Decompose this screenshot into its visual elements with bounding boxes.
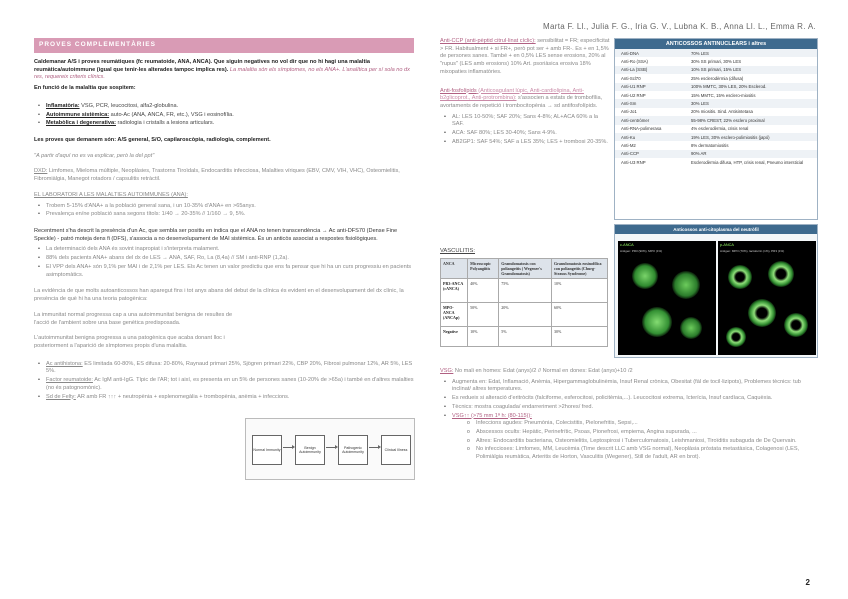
neutrophil-cell bbox=[632, 263, 658, 289]
final-item: • Sd de Felty: AR amb FR ↑↑↑ + neutropènia + esplenomegàlia + trombopènia, anèmia + infeccions. bbox=[34, 394, 414, 402]
vsg-paragraph: VSG: No mali en homes: Edat (anys)/2 // Normal en dones: Edat (anys)+10 /2 bbox=[440, 368, 633, 374]
ana-rows bbox=[615, 49, 817, 166]
flow-arrow-icon bbox=[283, 447, 293, 448]
table-row bbox=[615, 141, 817, 149]
antibody-name: Anti-Jo1 bbox=[621, 109, 637, 115]
afl-item: • AB2GP1: SAF 54%; SAF a LES 35%; LES + trombosi 20-35%. bbox=[440, 139, 610, 147]
final-item: • Ac antihistona: ES limitada 60-80%, ES difusa: 20-80%, Raynaud primari 25%, Sjögren primari 22%, CBP 20%, Fibrosi pulmonar 12%, AR 5%, LES 5%. bbox=[34, 361, 414, 376]
antibody-name: Anti-RNA-polimerasa bbox=[621, 126, 662, 132]
afl-item: • ACA: SAF 80%; LES 30-40%; Sans 4-9%. bbox=[440, 130, 610, 138]
vsg-up-subitem: o Altres: Endocarditis bacteriana, Osteomielitis, Leptospirosi i Tuberculomatosis, Leishmaniosi, Tiroïditis subaguda de De Quervain. bbox=[464, 438, 818, 446]
antibody-name: Anti-centròmer bbox=[621, 117, 650, 123]
table-row bbox=[615, 83, 817, 91]
neutrophil-cell bbox=[642, 307, 672, 337]
suspect-item: • Autoimmune sistèmica: auto-Ac (ANA, ANCA, FR, etc.), VSG i eosinofília. bbox=[34, 112, 414, 120]
lab-item: • Trobem 5-15% d'ANA+ a la població general sana, i un 10-35% d'ANA+ en >65anys. bbox=[34, 203, 414, 211]
evidence-text: La evidència de que molts autoanticossos han aparegut fins i tot anys abans del debut de la clínica és evident en el desenvolupament del dx clínic, la presència de què hi ha una teoria patogènica: bbox=[34, 288, 404, 303]
antibody-name: Anti-U3 RNP bbox=[621, 159, 646, 165]
antibody-association: 70% LES bbox=[691, 50, 709, 56]
flow-box-normal: Normal Immunity bbox=[252, 435, 282, 465]
autoimmunity-text: L'autoimmunitat benigna progressa a una patogènica que acaba donant lloc i posteriorment a l'aparició de símptomes propis d'una malaltia. bbox=[34, 335, 225, 349]
table-row bbox=[615, 116, 817, 124]
antibody-association: Esclerodèrmia difusa, HTP, crisis renal, Pneumo intersticial bbox=[691, 159, 804, 165]
antibody-association: 30% LES bbox=[691, 101, 709, 107]
order-text: Les proves que demanem són: A/S general, S/O, capilaroscòpia, radiologia, complement. bbox=[34, 137, 271, 143]
afl-item: • AL: LES 10-50%; SAF 20%; Sans 4-8%; AL+ACA 60% a la SAF. bbox=[440, 114, 610, 129]
vsg-section bbox=[440, 368, 818, 466]
table-row bbox=[615, 150, 817, 158]
vsg-up-subitem: o Infeccions agudes: Pneumònia, Colecistitis, Pielonefritis, Sepsi,... bbox=[464, 420, 818, 428]
flow-box-benign: Benign Autoimmunity bbox=[295, 435, 325, 465]
table-row: Negative 10% 5% 30% bbox=[441, 327, 608, 347]
antibody-name: Anti-Ro (SSA) bbox=[621, 59, 648, 65]
vsg-up-subitem: o No infeccioses: Limfomes, MM, Leucèmia (Time descrit LLC amb VSG normal), Neoplàsia pròstata metastàsica, Colagenosi (LES, Polimiàlgia reumàtica, Arteritis de Horton, Vasculitis (Wegener), Still de l'adult, AR en brot). bbox=[464, 446, 818, 461]
antibody-name: Anti-Sm bbox=[621, 101, 637, 107]
antibody-name: Anti-U2 RNP bbox=[621, 92, 646, 98]
flow-box-pathogenic: Pathogenic Autoimmunity bbox=[338, 435, 368, 465]
antibody-name: Anti-DNA bbox=[621, 50, 639, 56]
table-row: PR3-ANCA (cANCA) 40% 75% 10% bbox=[441, 279, 608, 303]
table-row bbox=[615, 74, 817, 82]
neutrophil-cell bbox=[680, 317, 702, 339]
ddx-paragraph: DXD: Limfomes, Mieloma múltiple, Neoplàsies, Trastorns Tiroïdals, Endocarditis infecciosa, Malalties víriques (EBV, CMV, VIH, VHC), Osteomielitis, Fibromiàlgia, Manegot rotadors / capsulitis retràctil. bbox=[34, 168, 400, 183]
afl-paragraph: Anti-fosfolípids (Anticoagulant lúpic, Anti-cardiolipina, Anti-b2glicoprot., Anti-protrombina): s'associen a estats de trombofília, avortaments de repetició i trombocitopènia → sd antifosfolípids. bbox=[440, 87, 603, 110]
antibody-name: Anti-Scl70 bbox=[621, 75, 641, 81]
left-column bbox=[34, 38, 414, 405]
intro-italic: La malaltia són els símptomes, no els ANA+. L'analítica per sí sola no dx res, requereix criteris clínics. bbox=[34, 66, 410, 81]
function-label: En funció de la malaltia que sospitem: bbox=[34, 85, 136, 92]
antibody-association: 100% MMTC, 30% LES, 20% Esclerod. bbox=[691, 84, 767, 90]
ana-panel-title: ANTICOSSOS ANTINUCLEARS i altres bbox=[615, 39, 817, 49]
vsg-up-subitem: o Abscessos ocults: Hepàtic, Perinefrític, Psoas, Pionefrosi, empiema, Angina supurada, ... bbox=[464, 429, 818, 437]
det-item: • La determinació dels ANA és sovint inapropiat i s'interpreta malament. bbox=[34, 246, 414, 254]
vsg-item: • Tècnics: mostra coagulada/ endarreriment >2hores/ fred. bbox=[440, 404, 818, 412]
neutrophil-cell bbox=[748, 299, 776, 327]
vsg-item: • Augmenta en: Edat, Inflamació, Anèmia, Hipergammaglobulinèmia, Insuf Renal crònica, Obesitat (fàl de tocil·lizipots), Problemes tècnics: tub inclinat/ altres temperatures. bbox=[440, 379, 818, 394]
antibody-association: 4% esclerodèrmia, crisis renal bbox=[691, 126, 749, 132]
vsg-list bbox=[440, 379, 818, 462]
neutrophil-cell bbox=[672, 271, 700, 299]
vsg-up-item: • VSG↑↑ (>75 mm 1ª h: (80-115)): o Infeccions agudes: Pneumònia, Colecistitis, Pielonefritis, Sepsi,... o Abscessos ocults: Hepàtic, Perinefrític, Psoas, Pionefrosi, empiema, Angina supurada, ... o Altres: Endocarditis bacteriana, Osteomielitis, Leptospirosi i Tuberculomatosis, Leishmaniosi, Tiroïditis subaguda de De Quervain. o No infeccioses: Limfomes, MM, Leucèmia (Time descrit LLC amb VSG normal), Neoplàsia pròstata metastàsica, Colagenosi (LES, Polimiàlgia reumàtica, Arteritis de Horton, Vasculitis (Wegener), Still de l'adult, AR en brot). bbox=[440, 413, 818, 462]
table-row bbox=[615, 108, 817, 116]
authors-header: Marta F. Ll., Julia F. G., Iria G. V., Lubna K. B., Anna Ll. L., Emma R. A. bbox=[543, 22, 816, 31]
table-row bbox=[615, 99, 817, 107]
neutrophil-cell bbox=[784, 313, 808, 337]
table-row bbox=[615, 49, 817, 57]
det-item: • 88% dels pacients ANA+ abans del dx de LES → ANA, SAF, Ro, La (8,4a) // SM i anti-RNP (1,2a). bbox=[34, 255, 414, 263]
lab-title: EL LABORATORI A LES MALALTIES AUTOIMMUNES (ANA): bbox=[34, 191, 188, 198]
recent-text: Recentment s'ha descrit la presència d'un Ac, que sembla ser positiu en indica que el ANA no tenen transcendència → Ac anti-DFS70 (Dense Fine Speckle) - patró moteja dens fi (DFS), s'associa a no desenvolupament de MAI sistèmica. És un anticòs associat a respostes fisiològiques. bbox=[34, 228, 398, 242]
final-item: • Factor reumatoide: Ac IgM anti-IgG. Típic de l'AR; tot i així, es presenta en un 5% de persones sanes (10-20% de >65a) i també en d'altres malalties (no és patognomònic). bbox=[34, 377, 414, 392]
immunity-text: La immunitat normal progressa cap a una autoimmunitat benigna de resultes de l'acció de l'ambient sobre una base genètica predisposada. bbox=[34, 311, 233, 326]
determination-list bbox=[34, 246, 414, 279]
antibody-name: Anti-U1 RNP bbox=[621, 84, 646, 90]
table-row bbox=[615, 57, 817, 65]
flow-arrow-icon bbox=[369, 447, 379, 448]
page-number: 2 bbox=[805, 578, 810, 587]
lab-list bbox=[34, 203, 414, 219]
quote: "A partir d'aquí no es va explicar, però la del ppt" bbox=[34, 152, 155, 159]
lab-item: • Prevalença en/ne població sana segons títols: 1/40 → 20-35% // 1/160 → 9, 5%. bbox=[34, 211, 414, 219]
table-row bbox=[615, 66, 817, 74]
antibody-name: Anti-Ku bbox=[621, 134, 636, 140]
table-row bbox=[615, 125, 817, 133]
flow-box-clinical: Clinical Illness bbox=[381, 435, 411, 465]
if-panel-title: Anticossos anti-citoplasma del neutròfil bbox=[615, 225, 817, 234]
table-row: MPO-ANCA (ANCAp) 50% 20% 60% bbox=[441, 303, 608, 327]
p-anca-image bbox=[718, 241, 816, 355]
antibody-association: 90% AR bbox=[691, 151, 707, 157]
vsg-up-sublist bbox=[464, 420, 818, 462]
antibody-name: Anti-CCP bbox=[621, 151, 639, 157]
final-list bbox=[34, 361, 414, 402]
accp-paragraph: Anti-CCP (anti-pèptid citrul·linat cíclic): sensibilitat = FR; especificitat > FR. Habitualment + si FR+, però pot ser + amb FR-. Es + en 1,5% de persones sanes. També + en 0,5% LES sense erosions, 20% al "rupus" (LES amb erosions) 10% Art. psoriàsica erosiva 18% mixopaties inflamatòries. bbox=[440, 38, 610, 75]
c-anca-sub: Antigen: PR3 (90%), MPO (1%) bbox=[620, 249, 663, 253]
antibody-association: 30% SS primari, 30% LES bbox=[691, 59, 742, 65]
antibody-name: Anti-La (SSB) bbox=[621, 67, 648, 73]
intro-bold: Caldemanar A/S i proves reumàtiques (fc reumatoide, ANA, ANCA). Que siguin negatives no vol dir que no hi hagi una malaltia reumàtica/autoimmune (igual que tenir-les alterades tampoc implica res). bbox=[34, 58, 370, 73]
antibody-association: 10% SS primari, 15% LES bbox=[691, 67, 742, 73]
vsg-item: • Es redueix si alteració d'eritròcits (falciforme, esferocitosi, policitèmia,...). Leucocitosi extrema, Icterícia, Insuf cardíaca, Caquèxia. bbox=[440, 395, 818, 403]
afl-list bbox=[440, 114, 610, 147]
ana-antibodies-panel bbox=[614, 38, 818, 220]
table-row bbox=[615, 158, 817, 166]
antibody-association: 55-98% CREST, 22% esclero proximal bbox=[691, 117, 765, 123]
table-row bbox=[615, 91, 817, 99]
neutrophil-cell bbox=[728, 265, 752, 289]
p-anca-sub: Antigen: MPO (70%), lactoferrin (1%), PR3 (1%) bbox=[720, 249, 785, 253]
anca-table bbox=[440, 258, 608, 347]
det-item: • El VPP dels ANA+ són 9,1% per MAI i de 2,1% per LES. Els Ac tenen un valor predictiu que ens fa pensar que hi ha un curs progressiu en pacients asimptomàtics. bbox=[34, 264, 414, 279]
suspect-list bbox=[34, 103, 414, 128]
p-anca-label: p-ANCA bbox=[720, 243, 734, 247]
antibody-association: 19% LES, 30% esclero-polimiositis (japó) bbox=[691, 134, 770, 140]
antibody-association: 20% miositis. Sind. Antisintetasa bbox=[691, 109, 753, 115]
table-row bbox=[615, 133, 817, 141]
anca-table-header: ANCA Microscopic Polyangiitis Granulomatosis con poliangeítis ( Wegener's Granulomatosis) Granulomatosis eosinofílica con poliangeítis (Churg-Strauss Syndrome) bbox=[441, 259, 608, 279]
antibody-association: 15% MMTC, 15% esclero-miositis bbox=[691, 92, 756, 98]
vasculitis-title: VASCULITIS: bbox=[440, 248, 476, 254]
neutrophil-cell bbox=[726, 327, 746, 347]
c-anca-label: c-ANCA bbox=[620, 243, 634, 247]
antibody-name: Anti-M2 bbox=[621, 142, 636, 148]
suspect-item: • Metabòlica i degenerativa: radiologia i cristalls a lesions articulars. bbox=[34, 120, 414, 128]
autoimmunity-flow-diagram bbox=[245, 418, 415, 480]
intro-paragraph bbox=[34, 59, 414, 82]
flow-arrow-icon bbox=[326, 447, 336, 448]
anca-if-panel bbox=[614, 224, 818, 358]
neutrophil-cell bbox=[768, 261, 794, 287]
suspect-item: • Inflamatòria: VSG, PCR, leucocitosi, alfa2-globulina. bbox=[34, 103, 414, 111]
antibody-association: 25% esclerodèrmia (difusa) bbox=[691, 75, 744, 81]
section-title: PROVES COMPLEMENTÀRIES bbox=[34, 38, 414, 53]
antibody-association: 8% dermatomiositis bbox=[691, 142, 729, 148]
c-anca-image bbox=[618, 241, 716, 355]
